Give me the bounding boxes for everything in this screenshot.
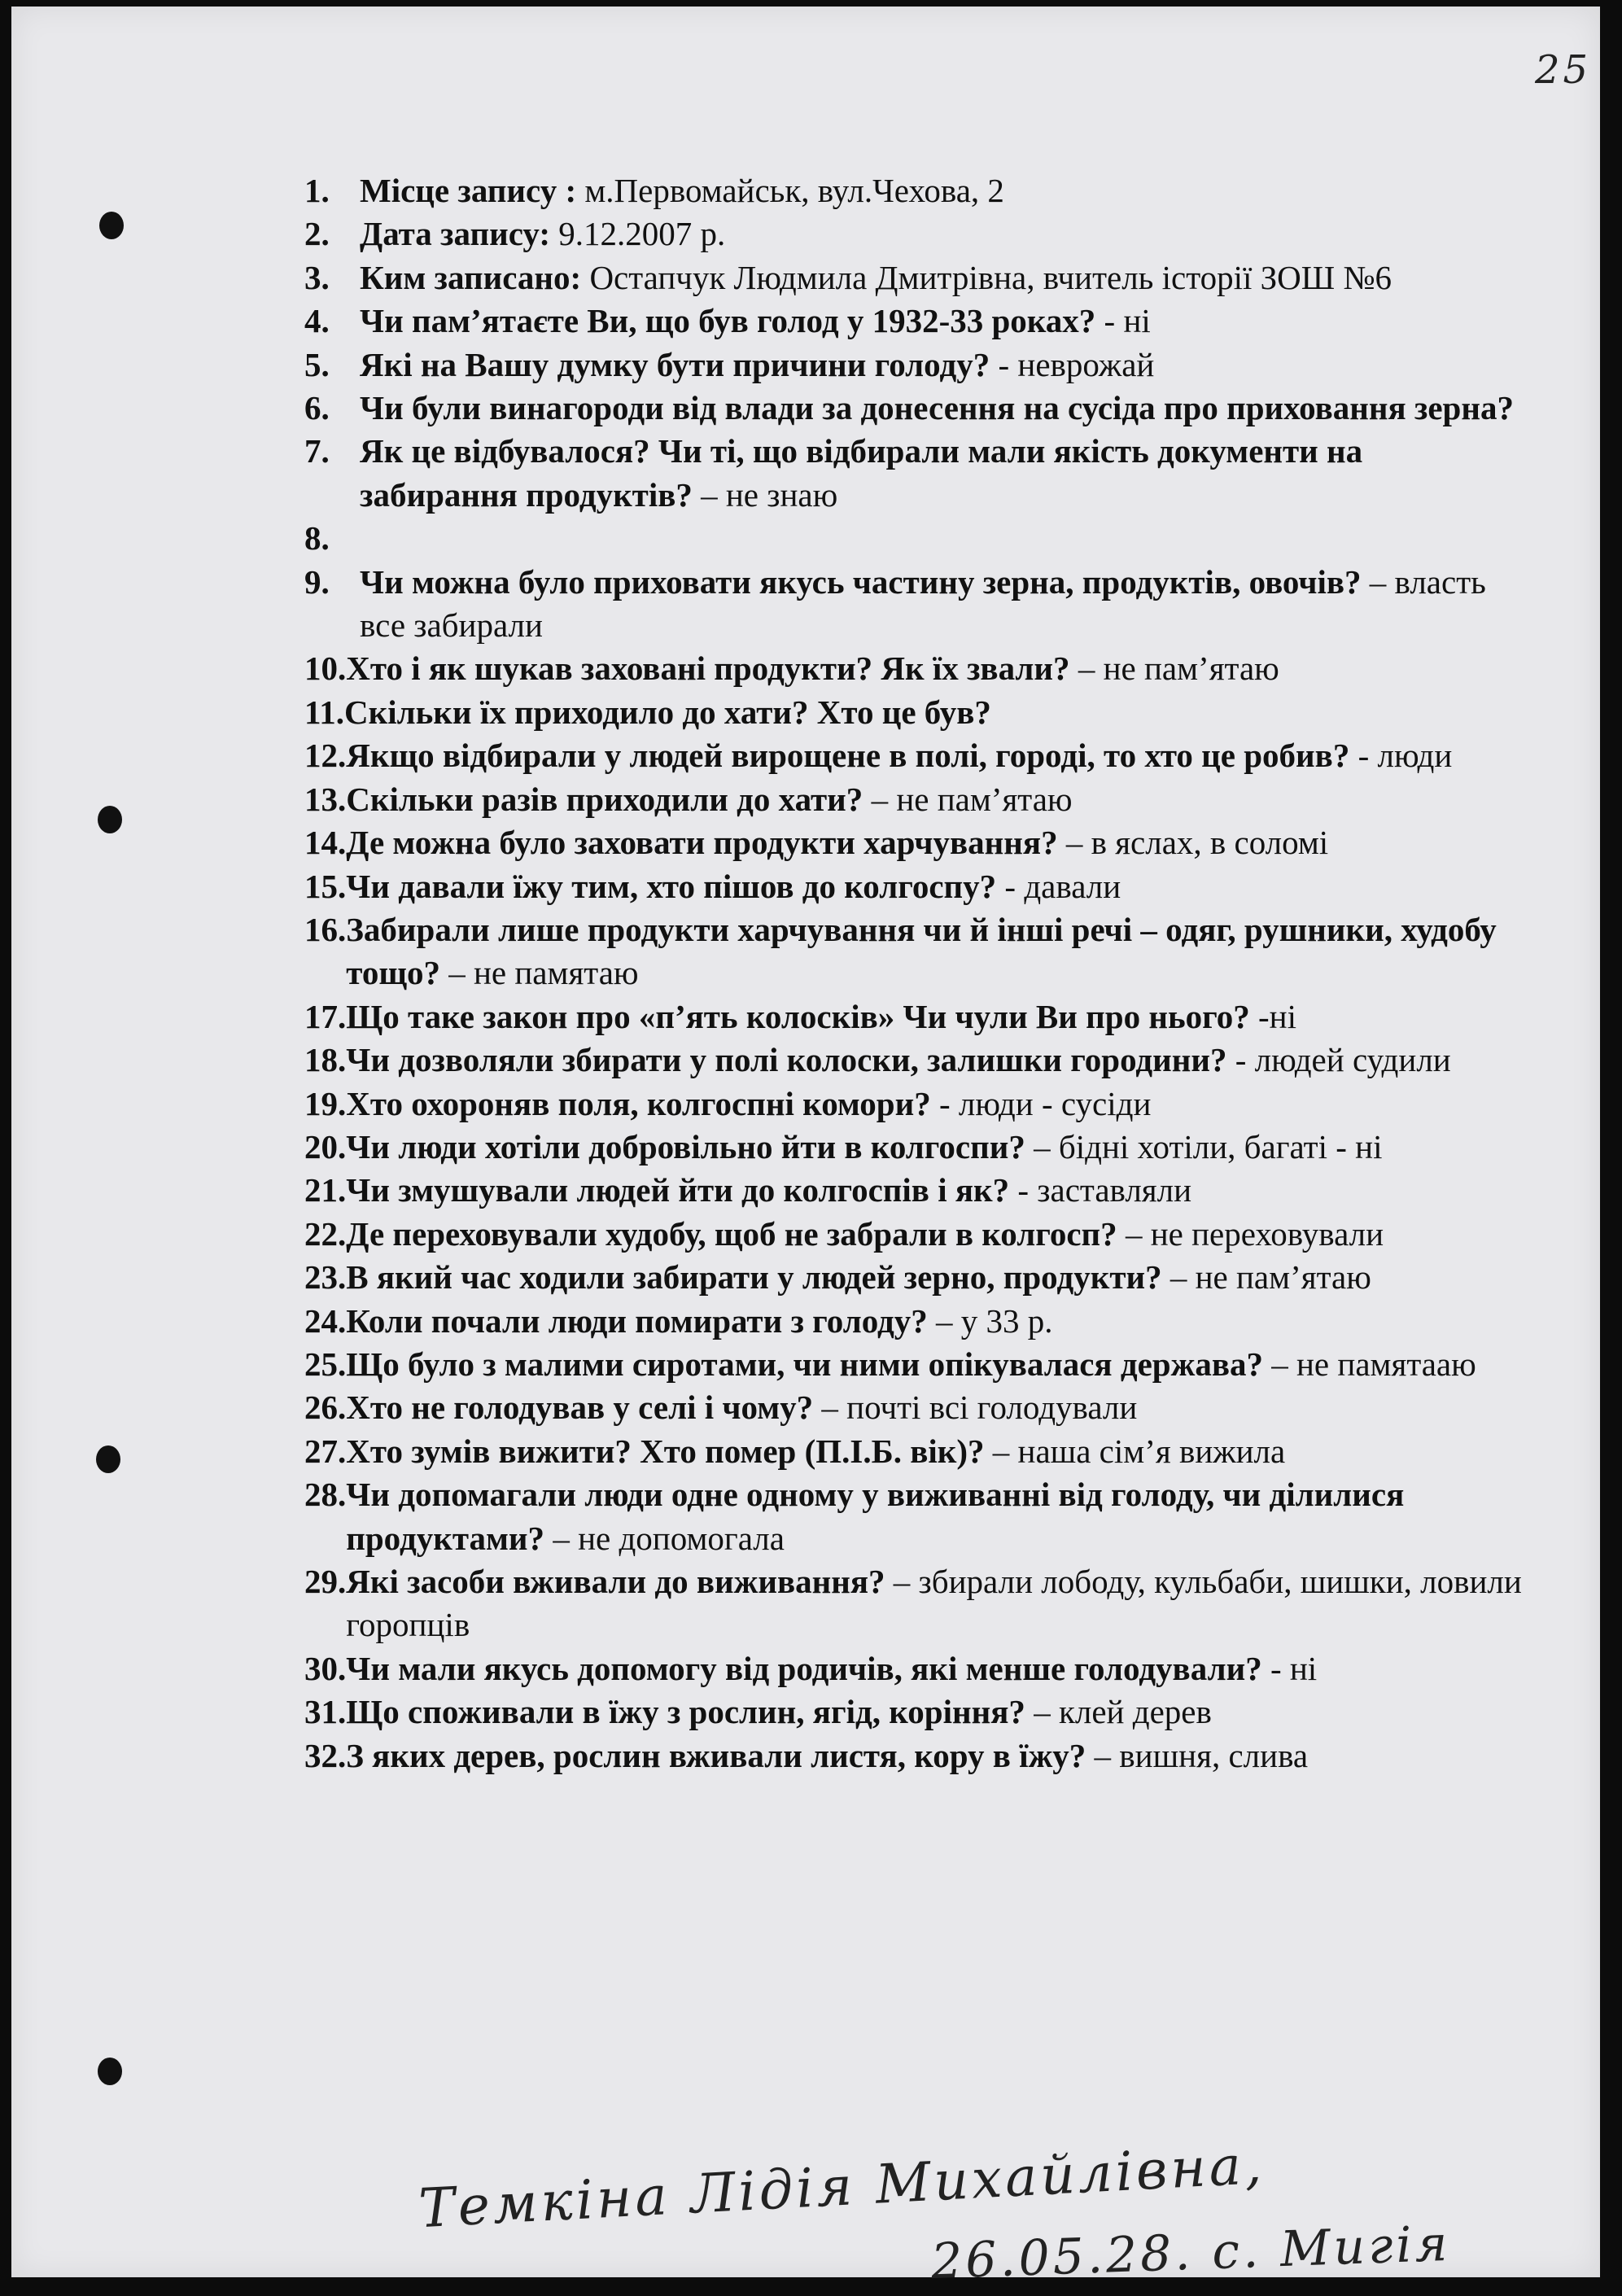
item-text	[346, 647, 1525, 690]
question-text: Забирали лише продукти харчування чи й інші речі – одяг, рушники, худобу тощо?	[346, 910, 1497, 992]
document-page	[11, 7, 1600, 2291]
question-item	[304, 647, 1525, 690]
item-number: 13.	[304, 780, 347, 818]
question-text: Хто охороняв поля, колгоспні комори?	[346, 1084, 931, 1122]
question-item	[304, 1430, 1525, 1473]
item-text	[346, 1560, 1525, 1647]
item-number: 16.	[304, 910, 347, 948]
item-text	[360, 561, 1525, 648]
handwritten-name: Темкіна Лідія Михайлівна,	[417, 2132, 1266, 2241]
item-number: 27.	[304, 1432, 347, 1470]
question-text: Де можна було заховати продукти харчування?	[346, 824, 1058, 862]
answer-text: - люди	[1349, 737, 1453, 775]
item-number: 15.	[304, 867, 347, 905]
item-number: 1.	[304, 172, 330, 209]
item-number: 5.	[304, 345, 330, 383]
item-text	[360, 256, 1525, 300]
question-text: Чи мали якусь допомогу від родичів, які менше голодували?	[346, 1649, 1262, 1687]
question-item	[304, 300, 1525, 343]
question-item	[304, 169, 1525, 212]
answer-text: – не знаю	[692, 475, 838, 514]
item-text	[346, 821, 1525, 864]
question-item	[304, 691, 1525, 734]
question-item	[304, 995, 1525, 1039]
item-number: 8.	[304, 519, 330, 558]
question-text: Чи допомагали люди одне одному у виживанні від голоду, чи ділилися продуктами?	[346, 1476, 1405, 1557]
questionnaire-list	[304, 169, 1525, 1778]
item-text	[360, 212, 1525, 256]
answer-text: – не пам’ятаю	[1161, 1258, 1371, 1297]
item-number: 18.	[304, 1041, 347, 1079]
answer-text: - давали	[996, 867, 1121, 905]
item-number: 30.	[304, 1649, 347, 1687]
answer-text: – в яслах, в соломі	[1057, 824, 1329, 862]
question-item	[304, 430, 1525, 517]
question-item	[304, 1690, 1525, 1734]
question-text: Якщо відбирали у людей вирощене в полі, городі, то хто це робив?	[346, 737, 1350, 775]
question-text: Що було з малими сиротами, чи ними опікувалася держава?	[346, 1345, 1263, 1383]
question-text: Хто не голодував у селі і чому?	[346, 1389, 814, 1427]
question-item	[304, 1473, 1525, 1560]
answer-text: - людей судили	[1226, 1041, 1451, 1079]
handwritten-date-place: 26.05.28. с. Мигія	[929, 2215, 1452, 2291]
item-number: 6.	[304, 389, 330, 427]
question-item	[304, 343, 1525, 387]
question-item	[304, 1647, 1525, 1690]
question-item	[304, 1169, 1525, 1212]
answer-text: – наша сім’я вижила	[984, 1432, 1286, 1470]
question-item	[304, 1256, 1525, 1299]
question-item	[304, 561, 1525, 648]
answer-text: - люди - сусіди	[930, 1084, 1152, 1122]
question-item	[304, 908, 1525, 995]
question-text: Як це відбувалося? Чи ті, що відбирали мали якість документи на забирання продуктів?	[360, 432, 1363, 514]
answer-text: - ні	[1095, 302, 1151, 340]
question-text: Коли почали люди помирати з голоду?	[346, 1301, 928, 1340]
item-number: 10.	[304, 649, 347, 688]
item-text	[346, 995, 1525, 1039]
item-text	[346, 1213, 1525, 1256]
item-text	[346, 1734, 1525, 1778]
item-number: 3.	[304, 258, 330, 296]
answer-text: 9.12.2007 р.	[550, 215, 726, 253]
question-item	[304, 1213, 1525, 1256]
item-text	[346, 1126, 1525, 1169]
item-text	[344, 691, 1525, 734]
question-text: З яких дерев, рослин вживали листя, кору в їжу?	[346, 1736, 1086, 1774]
item-number: 9.	[304, 562, 330, 601]
punch-hole	[99, 212, 124, 239]
question-text: Ким записано:	[360, 258, 582, 296]
answer-text: -ні	[1249, 997, 1296, 1035]
answer-text: – почті всі голодували	[813, 1389, 1138, 1427]
punch-hole	[96, 1445, 120, 1473]
question-item	[304, 387, 1525, 430]
item-number: 12.	[304, 737, 347, 775]
question-item	[304, 778, 1525, 821]
item-number: 32.	[304, 1736, 347, 1774]
item-text	[346, 1256, 1525, 1299]
question-text: Дата запису:	[360, 215, 550, 253]
punch-hole	[98, 806, 122, 833]
question-item	[304, 1386, 1525, 1429]
answer-text: – збирали лободу, кульбаби, шишки, ловили горопців	[346, 1563, 1522, 1644]
question-text: Чи можна було приховати якусь частину зерна, продуктів, овочів?	[360, 562, 1362, 601]
answer-text: – у 33 р.	[927, 1301, 1053, 1340]
item-number: 24.	[304, 1301, 347, 1340]
item-text	[360, 517, 1525, 560]
question-text: Хто зумів вижити? Хто помер (П.І.Б. вік)?	[346, 1432, 985, 1470]
page-number: 25	[1535, 47, 1592, 93]
question-text: Які на Вашу думку бути причини голоду?	[360, 345, 990, 383]
item-text	[346, 1039, 1525, 1082]
item-text	[346, 1690, 1525, 1734]
punch-hole	[98, 2058, 122, 2085]
item-text	[346, 778, 1525, 821]
item-number: 17.	[304, 997, 347, 1035]
item-number: 31.	[304, 1693, 347, 1731]
question-item	[304, 517, 1525, 560]
answer-text: – не переховували	[1117, 1214, 1384, 1253]
item-text	[360, 387, 1525, 430]
item-text	[346, 734, 1525, 777]
answer-text: – не пам’ятаю	[863, 780, 1073, 818]
item-text	[360, 169, 1525, 212]
question-text: Де переховували худобу, щоб не забрали в колгосп?	[346, 1214, 1117, 1253]
question-item	[304, 734, 1525, 777]
item-text	[346, 1343, 1525, 1386]
question-text: Чи люди хотіли добровільно йти в колгоспи?	[346, 1127, 1025, 1165]
item-number: 14.	[304, 824, 347, 862]
item-number: 25.	[304, 1345, 347, 1383]
question-item	[304, 1039, 1525, 1082]
answer-text: - заставляли	[1009, 1171, 1192, 1209]
question-item	[304, 865, 1525, 908]
item-text	[346, 1473, 1525, 1560]
item-text	[360, 430, 1525, 517]
answer-text: – не памятааю	[1262, 1345, 1476, 1383]
question-text: Чи дозволяли збирати у полі колоски, залишки городини?	[346, 1041, 1227, 1079]
answer-text: - ні	[1261, 1649, 1318, 1687]
item-number: 22.	[304, 1214, 347, 1253]
question-text: Хто і як шукав заховані продукти? Як їх звали?	[346, 649, 1070, 688]
answer-text: – вишня, слива	[1086, 1736, 1309, 1774]
question-item	[304, 1126, 1525, 1169]
answer-text: – не памятаю	[439, 954, 639, 992]
item-text	[346, 1430, 1525, 1473]
item-number: 20.	[304, 1127, 347, 1165]
item-number: 19.	[304, 1084, 347, 1122]
question-text: Які засоби вживали до виживання?	[346, 1563, 885, 1600]
answer-text: – клей дерев	[1025, 1693, 1212, 1731]
item-text	[346, 1300, 1525, 1343]
answer-text: - неврожай	[990, 345, 1155, 383]
item-text	[360, 343, 1525, 387]
question-item	[304, 1300, 1525, 1343]
item-number: 21.	[304, 1171, 347, 1209]
answer-text: – бідні хотіли, багаті - ні	[1025, 1127, 1383, 1165]
question-text: Чи давали їжу тим, хто пішов до колгоспу?	[346, 867, 997, 905]
item-text	[346, 908, 1525, 995]
question-text: Що таке закон про «п’ять колосків» Чи чули Ви про нього?	[346, 997, 1250, 1035]
answer-text: м.Первомайськ, вул.Чехова, 2	[576, 172, 1004, 209]
question-text: В який час ходили забирати у людей зерно, продукти?	[346, 1258, 1162, 1297]
question-item	[304, 256, 1525, 300]
question-item	[304, 1082, 1525, 1126]
item-number: 4.	[304, 302, 330, 340]
question-item	[304, 1343, 1525, 1386]
answer-text: – не допомогала	[544, 1519, 785, 1557]
item-number: 23.	[304, 1258, 347, 1297]
question-item	[304, 821, 1525, 864]
item-text	[346, 1169, 1525, 1212]
item-number: 29.	[304, 1563, 347, 1600]
item-text	[360, 300, 1525, 343]
item-number: 28.	[304, 1476, 347, 1514]
question-item	[304, 212, 1525, 256]
item-number: 7.	[304, 432, 330, 470]
item-text	[346, 865, 1525, 908]
question-item	[304, 1560, 1525, 1647]
item-number: 11.	[304, 693, 344, 731]
item-number: 2.	[304, 215, 330, 253]
question-text: Місце запису :	[360, 172, 577, 209]
question-text: Чи були винагороди від влади за донесення на сусіда про приховання зерна?	[360, 389, 1514, 427]
item-number: 26.	[304, 1389, 347, 1427]
question-text: Чи пам’ятаєте Ви, що був голод у 1932-33 роках?	[360, 302, 1096, 340]
question-text: Що споживали в їжу з рослин, ягід, коріння?	[346, 1693, 1025, 1731]
question-text: Чи змушували людей йти до колгоспів і як?	[346, 1171, 1010, 1209]
answer-text: – не пам’ятаю	[1069, 649, 1279, 688]
item-text	[346, 1082, 1525, 1126]
question-text: Скільки разів приходили до хати?	[346, 780, 863, 818]
question-item	[304, 1734, 1525, 1778]
answer-text: Остапчук Людмила Дмитрівна, вчитель історії ЗОШ №6	[581, 258, 1392, 296]
item-text	[346, 1647, 1525, 1690]
answer-text: – власть все забирали	[360, 562, 1486, 645]
question-text: Скільки їх приходило до хати? Хто це був?	[344, 693, 991, 731]
item-text	[346, 1386, 1525, 1429]
